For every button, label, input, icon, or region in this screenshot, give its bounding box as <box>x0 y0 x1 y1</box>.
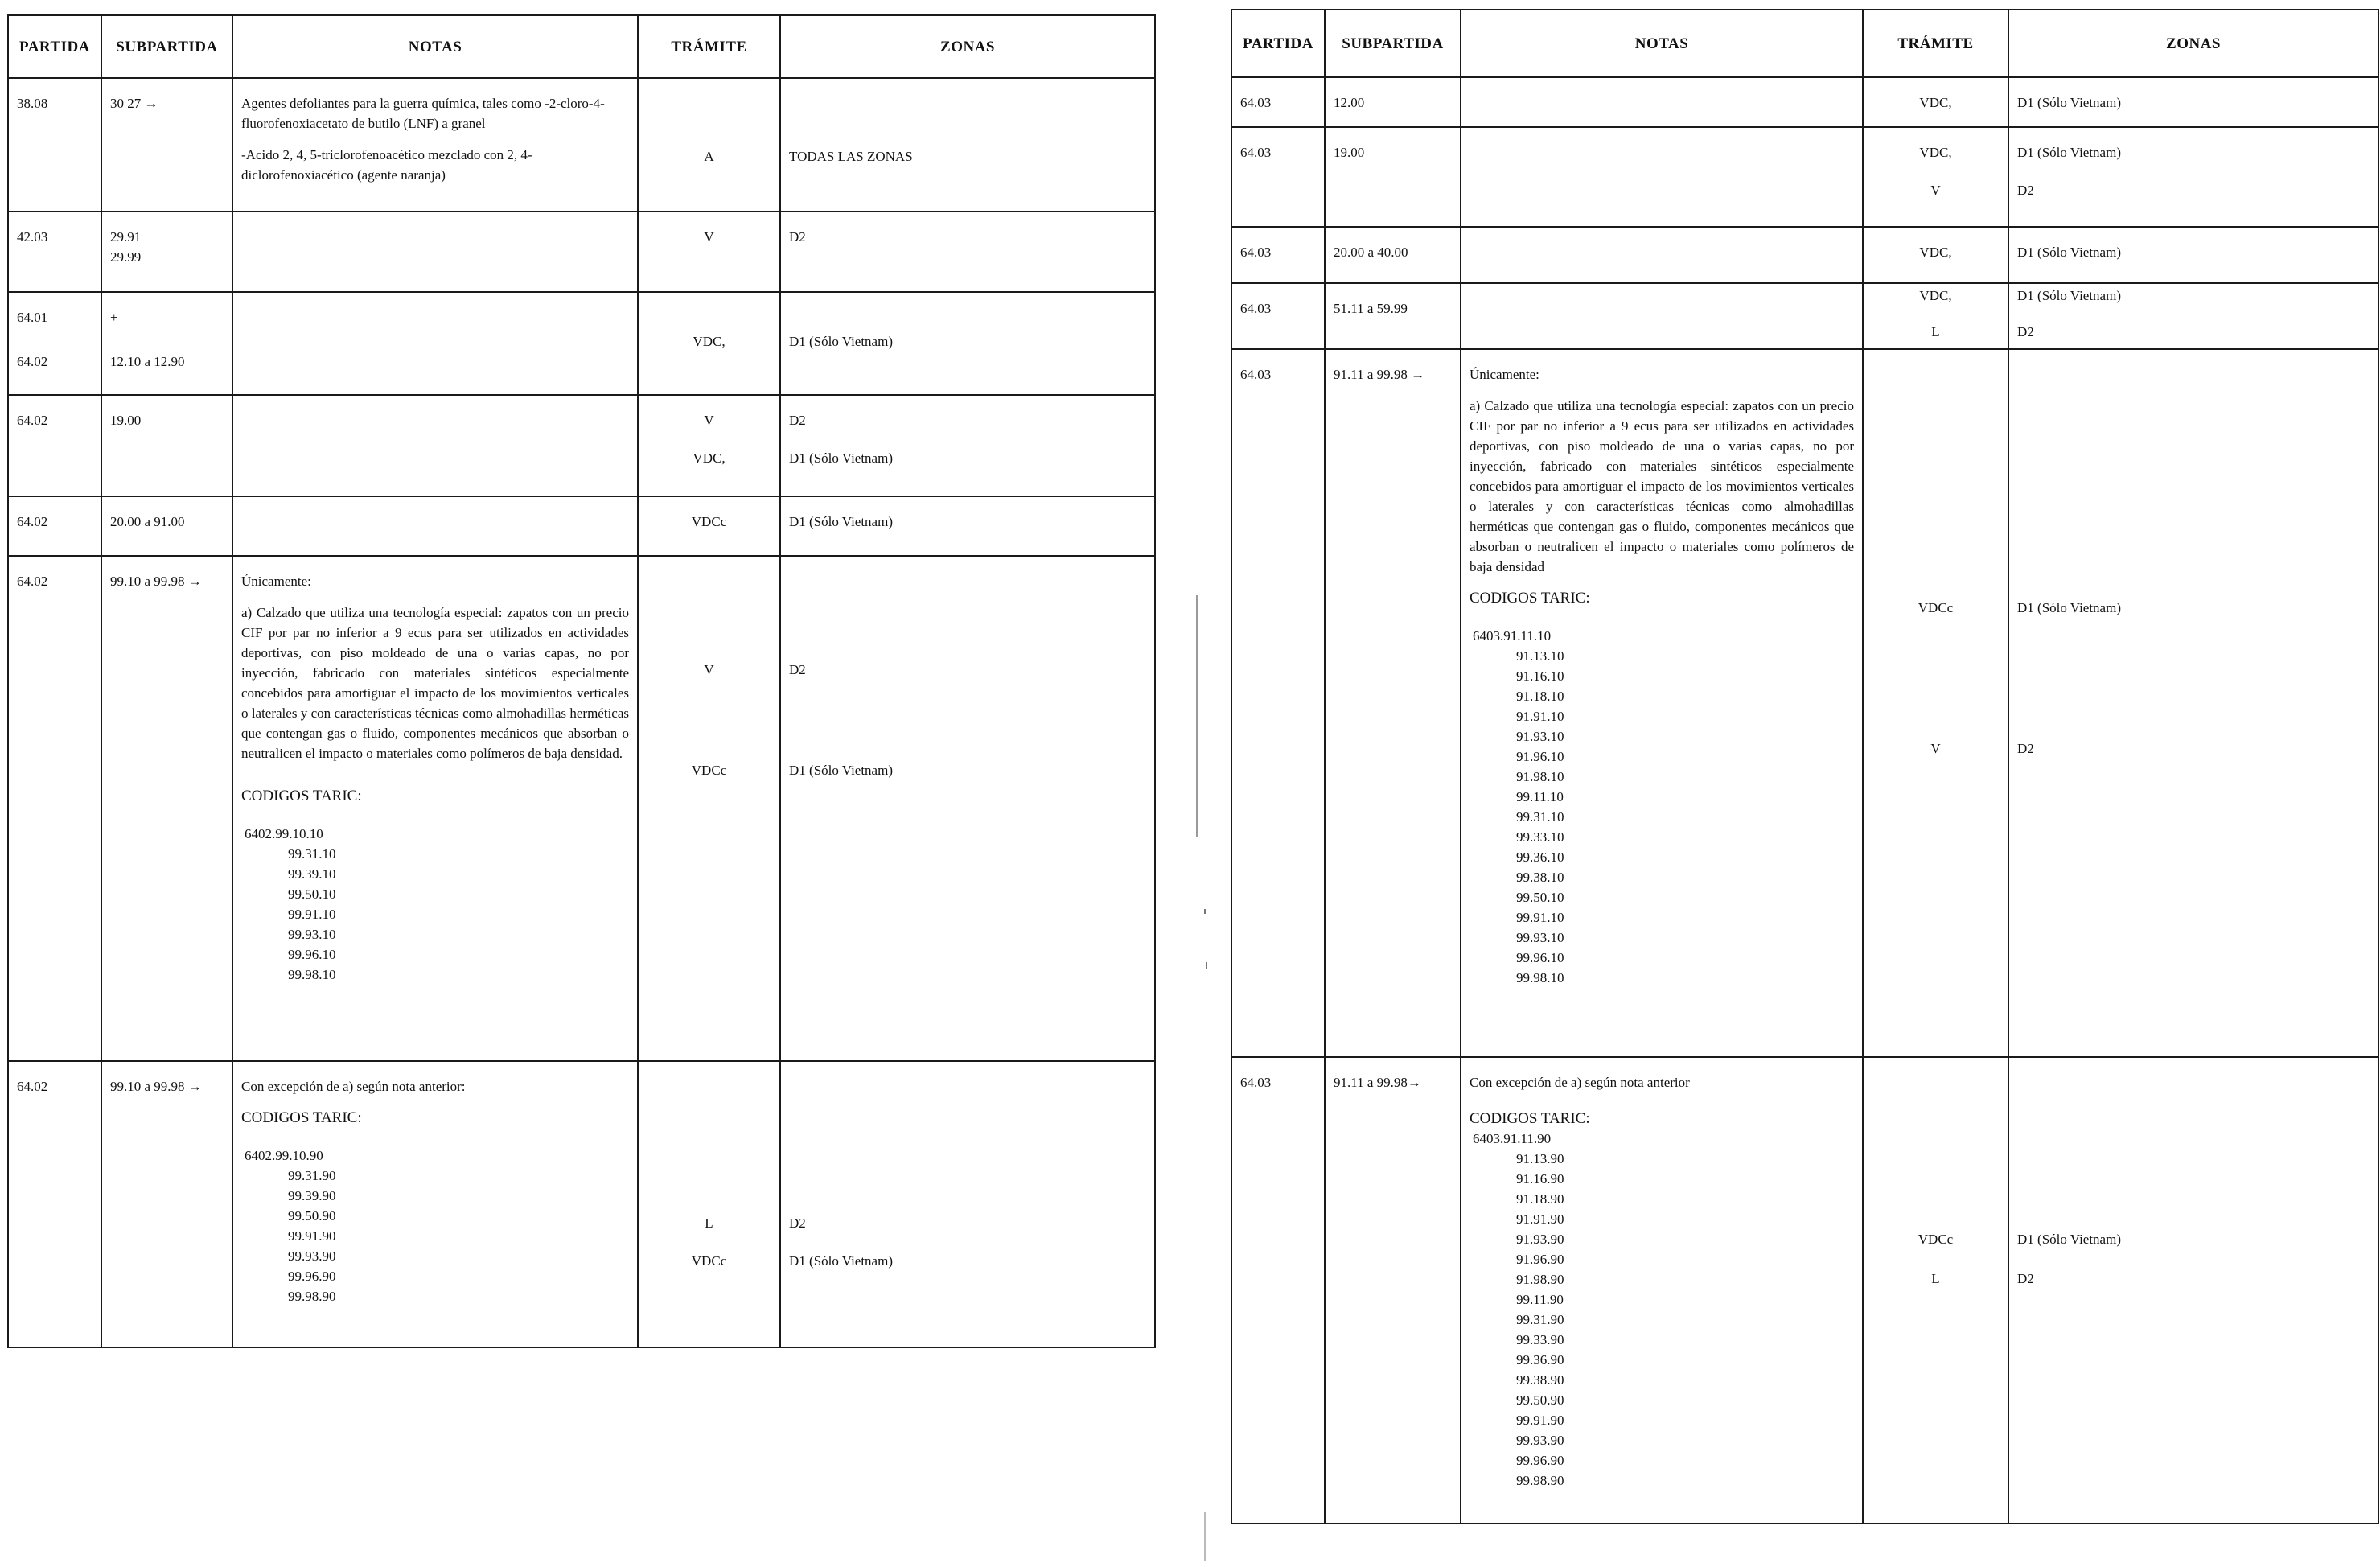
partida-value: 64.02 <box>17 354 48 369</box>
notas-cell <box>1461 227 1863 283</box>
table-row <box>8 1061 1155 1347</box>
subpartida-cell: 20.00 a 91.00 <box>101 496 232 556</box>
taric-code: 91.91.90 <box>1516 1211 1564 1227</box>
taric-code: 99.39.10 <box>288 866 336 882</box>
subpartida-value: 29.99 <box>110 249 142 265</box>
tramite-value: VDCc <box>1918 600 1954 615</box>
partida-value: 64.01 <box>17 310 48 325</box>
tramite-cell <box>1863 1057 2008 1524</box>
tramite-value: V <box>1930 741 1941 756</box>
partida-cell: 64.02 <box>8 496 101 556</box>
table-row <box>1231 283 2378 349</box>
zonas-cell <box>780 78 1155 212</box>
partida-cell: 64.03 <box>1231 127 1325 227</box>
taric-list <box>241 1145 629 1306</box>
zona-value: D2 <box>789 1215 806 1231</box>
tramite-cell <box>638 292 780 395</box>
zona-value: D2 <box>2017 324 2034 339</box>
table-row <box>1231 227 2378 283</box>
zonas-cell <box>2008 349 2378 1057</box>
partida-cell <box>8 292 101 395</box>
subpartida-cell: 91.11 a 99.98→ <box>1325 1057 1461 1524</box>
taric-title: CODIGOS TARIC: <box>1470 1110 1590 1127</box>
partida-cell: 64.03 <box>1231 227 1325 283</box>
header-subpartida: SUBPARTIDA <box>1325 10 1461 77</box>
notas-cell <box>232 496 638 556</box>
tramite-value: VDCc <box>691 763 727 778</box>
taric-code: 91.98.90 <box>1516 1272 1564 1287</box>
taric-code: 99.50.90 <box>288 1208 336 1224</box>
taric-code: 99.36.10 <box>1516 849 1564 865</box>
table-row <box>8 395 1155 496</box>
notas-cell <box>1461 349 1863 1057</box>
partida-cell: 64.02 <box>8 1061 101 1347</box>
taric-code: 99.33.10 <box>1516 829 1564 845</box>
taric-code: 99.50.10 <box>1516 890 1564 905</box>
tramite-cell <box>638 1061 780 1347</box>
taric-code: 99.91.10 <box>1516 910 1564 925</box>
table-row <box>1231 1057 2378 1524</box>
zona-value: D1 (Sólo Vietnam) <box>2017 145 2121 160</box>
header-partida: PARTIDA <box>1231 10 1325 77</box>
header-zonas: ZONAS <box>780 15 1155 78</box>
zonas-cell: D1 (Sólo Vietnam) <box>2008 227 2378 283</box>
taric-code: 99.50.90 <box>1516 1392 1564 1408</box>
taric-code: 99.96.90 <box>288 1269 336 1284</box>
taric-code: 99.39.90 <box>288 1188 336 1203</box>
table-row <box>8 556 1155 1061</box>
partida-cell: 64.03 <box>1231 349 1325 1057</box>
partida-cell: 64.02 <box>8 395 101 496</box>
header-zonas: ZONAS <box>2008 10 2378 77</box>
tramite-value: VDC, <box>1919 288 1952 303</box>
taric-code: 91.18.10 <box>1516 689 1564 704</box>
taric-code: 99.31.90 <box>1516 1312 1564 1327</box>
notas-cell <box>232 292 638 395</box>
nota-intro: Únicamente: <box>241 574 311 589</box>
notas-cell <box>1461 127 1863 227</box>
tramite-cell <box>638 78 780 212</box>
tramite-value: VDC, <box>693 450 726 466</box>
taric-code: 99.96.90 <box>1516 1453 1564 1468</box>
header-notas: NOTAS <box>1461 10 1863 77</box>
partida-cell: 38.08 <box>8 78 101 212</box>
zonas-cell: D2 <box>780 212 1155 292</box>
tramite-value: V <box>1930 183 1941 198</box>
taric-code: 6402.99.10.90 <box>245 1148 323 1163</box>
taric-code: 6403.91.11.10 <box>1473 628 1552 644</box>
taric-code: 99.93.90 <box>288 1248 336 1264</box>
tramite-cell <box>638 395 780 496</box>
subpartida-cell: 19.00 <box>101 395 232 496</box>
taric-code: 99.91.90 <box>288 1228 336 1244</box>
zona-value: D1 (Sólo Vietnam) <box>2017 1232 2121 1247</box>
header-row <box>8 15 1155 78</box>
zona-value: D1 (Sólo Vietnam) <box>789 1253 893 1269</box>
tramite-cell <box>638 556 780 1061</box>
tramite-cell: VDCc <box>638 496 780 556</box>
zona-value: TODAS LAS ZONAS <box>789 149 913 164</box>
taric-code: 99.98.90 <box>288 1289 336 1304</box>
zonas-cell <box>2008 127 2378 227</box>
zona-value: D2 <box>2017 183 2034 198</box>
subpartida-value: 29.91 <box>110 229 142 245</box>
notas-cell <box>232 78 638 212</box>
partida-cell: 64.03 <box>1231 77 1325 127</box>
taric-code: 91.93.90 <box>1516 1232 1564 1247</box>
nota-intro: Únicamente: <box>1470 367 1539 382</box>
zona-value: D1 (Sólo Vietnam) <box>789 334 893 349</box>
zona-value: D2 <box>789 413 806 428</box>
taric-code: 99.31.10 <box>288 846 336 862</box>
subpartida-cell: 20.00 a 40.00 <box>1325 227 1461 283</box>
tramite-cell: VDC, <box>1863 77 2008 127</box>
notas-cell <box>232 1061 638 1347</box>
zona-value: D1 (Sólo Vietnam) <box>2017 288 2121 303</box>
tramite-value: V <box>704 662 714 677</box>
header-tramite: TRÁMITE <box>1863 10 2008 77</box>
taric-code: 99.31.90 <box>288 1168 336 1183</box>
notas-cell <box>1461 77 1863 127</box>
table-row <box>1231 77 2378 127</box>
taric-code: 91.96.10 <box>1516 749 1564 764</box>
scan-mark <box>1196 595 1198 837</box>
nota-text: Agentes defoliantes para la guerra química, tales como -2-cloro-4-fluorofenoxiacetato de butilo (LNF) a granel <box>241 96 605 131</box>
taric-list <box>1470 626 1854 988</box>
taric-code: 99.96.10 <box>288 947 336 962</box>
taric-code: 99.36.90 <box>1516 1352 1564 1368</box>
taric-code: 99.50.10 <box>288 886 336 902</box>
notas-cell <box>232 212 638 292</box>
nota-intro: Con excepción de a) según nota anterior: <box>241 1079 466 1094</box>
subpartida-cell: 99.10 a 99.98 → <box>101 556 232 1061</box>
taric-code: 91.93.10 <box>1516 729 1564 744</box>
taric-code: 99.96.10 <box>1516 950 1564 965</box>
taric-title: CODIGOS TARIC: <box>241 1109 362 1126</box>
taric-code: 99.38.10 <box>1516 870 1564 885</box>
table-row <box>1231 349 2378 1057</box>
zona-value: D1 (Sólo Vietnam) <box>789 763 893 778</box>
table-row <box>8 212 1155 292</box>
taric-title: CODIGOS TARIC: <box>241 788 362 804</box>
taric-code: 99.91.90 <box>1516 1413 1564 1428</box>
zona-value: D2 <box>789 662 806 677</box>
subpartida-cell: 19.00 <box>1325 127 1461 227</box>
taric-code: 91.18.90 <box>1516 1191 1564 1207</box>
taric-code: 99.11.10 <box>1516 789 1564 804</box>
zona-value: D1 (Sólo Vietnam) <box>789 450 893 466</box>
taric-code: 99.38.90 <box>1516 1372 1564 1388</box>
header-row <box>1231 10 2378 77</box>
notas-cell <box>1461 283 1863 349</box>
taric-code: 6402.99.10.10 <box>245 826 323 841</box>
tramite-cell <box>1863 283 2008 349</box>
partida-cell: 64.03 <box>1231 1057 1325 1524</box>
taric-code: 99.93.90 <box>1516 1433 1564 1448</box>
tramite-value: VDC, <box>1919 145 1952 160</box>
scan-mark <box>1204 1512 1206 1561</box>
partida-cell: 42.03 <box>8 212 101 292</box>
zona-value: D2 <box>2017 741 2034 756</box>
subpartida-cell: 99.10 a 99.98 → <box>101 1061 232 1347</box>
tramite-cell: V <box>638 212 780 292</box>
zonas-cell <box>780 556 1155 1061</box>
partida-cell: 64.02 <box>8 556 101 1061</box>
taric-code: 99.91.10 <box>288 907 336 922</box>
partida-cell: 64.03 <box>1231 283 1325 349</box>
subpartida-cell: 30 27 → <box>101 78 232 212</box>
taric-list <box>241 824 629 985</box>
zonas-cell <box>2008 283 2378 349</box>
zona-value: D2 <box>2017 1271 2034 1286</box>
taric-code: 99.93.10 <box>288 927 336 942</box>
table-row <box>1231 127 2378 227</box>
taric-code: 91.13.10 <box>1516 648 1564 664</box>
tramite-value: L <box>1931 1271 1940 1286</box>
tramite-value: VDCc <box>1918 1232 1954 1247</box>
header-partida: PARTIDA <box>8 15 101 78</box>
nota-text: a) Calzado que utiliza una tecnología especial: zapatos con un precio CIF por par no inferior a 9 ecus para ser utilizados en actividades deportivas, con piso moldeado de una o varias capas, no por inyección, fabricado con materiales sintéticos especialmente concebidos para amortiguar el impacto de los movimientos verticales o laterales y con características técnicas como almohadillas herméticas que contengan gas o fluido, componentes mecánicos que absorban o neutralicen el impacto o materiales como polímeros de baja densidad <box>1470 398 1854 574</box>
taric-code: 91.98.10 <box>1516 769 1564 784</box>
tramite-value: L <box>705 1215 713 1231</box>
subpartida-value: + <box>110 310 118 325</box>
scan-mark <box>1204 909 1206 914</box>
tramite-cell <box>1863 127 2008 227</box>
subpartida-cell: 91.11 a 99.98 → <box>1325 349 1461 1057</box>
header-tramite: TRÁMITE <box>638 15 780 78</box>
tramite-cell <box>1863 349 2008 1057</box>
tramite-value: A <box>704 149 714 164</box>
notas-cell <box>1461 1057 1863 1524</box>
header-notas: NOTAS <box>232 15 638 78</box>
subpartida-cell: 12.00 <box>1325 77 1461 127</box>
header-subpartida: SUBPARTIDA <box>101 15 232 78</box>
zonas-cell <box>2008 1057 2378 1524</box>
tramite-value: VDC, <box>693 334 726 349</box>
table-row <box>8 292 1155 395</box>
subpartida-cell <box>101 212 232 292</box>
taric-code: 99.33.90 <box>1516 1332 1564 1347</box>
table-row <box>8 78 1155 212</box>
tramite-value: L <box>1931 324 1940 339</box>
taric-code: 99.98.10 <box>288 967 336 982</box>
left-tariff-table <box>7 14 1156 1348</box>
taric-code: 6403.91.11.90 <box>1473 1131 1552 1146</box>
taric-list <box>1470 1129 1854 1491</box>
tramite-value: VDCc <box>691 1253 727 1269</box>
nota-intro: Con excepción de a) según nota anterior <box>1470 1075 1690 1090</box>
nota-text: -Acido 2, 4, 5-triclorofenoacético mezclado con 2, 4-diclorofenoxiacético (agente naranja) <box>241 147 532 183</box>
notas-cell <box>232 556 638 1061</box>
taric-code: 99.11.90 <box>1516 1292 1564 1307</box>
taric-code: 91.91.10 <box>1516 709 1564 724</box>
taric-code: 99.98.90 <box>1516 1473 1564 1488</box>
taric-code: 99.31.10 <box>1516 809 1564 825</box>
scan-mark <box>1206 962 1207 969</box>
zonas-cell <box>780 292 1155 395</box>
taric-code: 99.98.10 <box>1516 970 1564 985</box>
right-tariff-table <box>1231 9 2379 1524</box>
zonas-cell: D1 (Sólo Vietnam) <box>2008 77 2378 127</box>
tramite-value: V <box>704 413 714 428</box>
table-row <box>8 496 1155 556</box>
zonas-cell <box>780 1061 1155 1347</box>
subpartida-value: 12.10 a 12.90 <box>110 354 185 369</box>
zonas-cell <box>780 395 1155 496</box>
zona-value: D1 (Sólo Vietnam) <box>2017 600 2121 615</box>
zonas-cell: D1 (Sólo Vietnam) <box>780 496 1155 556</box>
taric-title: CODIGOS TARIC: <box>1470 590 1590 607</box>
subpartida-cell <box>101 292 232 395</box>
notas-cell <box>232 395 638 496</box>
taric-code: 99.93.10 <box>1516 930 1564 945</box>
nota-text: a) Calzado que utiliza una tecnología especial: zapatos con un precio CIF por par no inferior a 9 ecus para ser utilizados en actividades deportivas, con piso moldeado de una o varias capas, no por inyección, fabricado con materiales sintéticos especialmente concebidos para amortiguar el impacto de los movimientos verticales o laterales y con características técnicas como almohadillas herméticas que contengan gas o fluido, componentes mecánicos que absorban o neutralicen el impacto o materiales como polímeros de baja densidad. <box>241 605 629 761</box>
taric-code: 91.16.90 <box>1516 1171 1564 1187</box>
subpartida-cell: 51.11 a 59.99 <box>1325 283 1461 349</box>
tramite-cell: VDC, <box>1863 227 2008 283</box>
taric-code: 91.13.90 <box>1516 1151 1564 1166</box>
taric-code: 91.16.10 <box>1516 668 1564 684</box>
taric-code: 91.96.90 <box>1516 1252 1564 1267</box>
